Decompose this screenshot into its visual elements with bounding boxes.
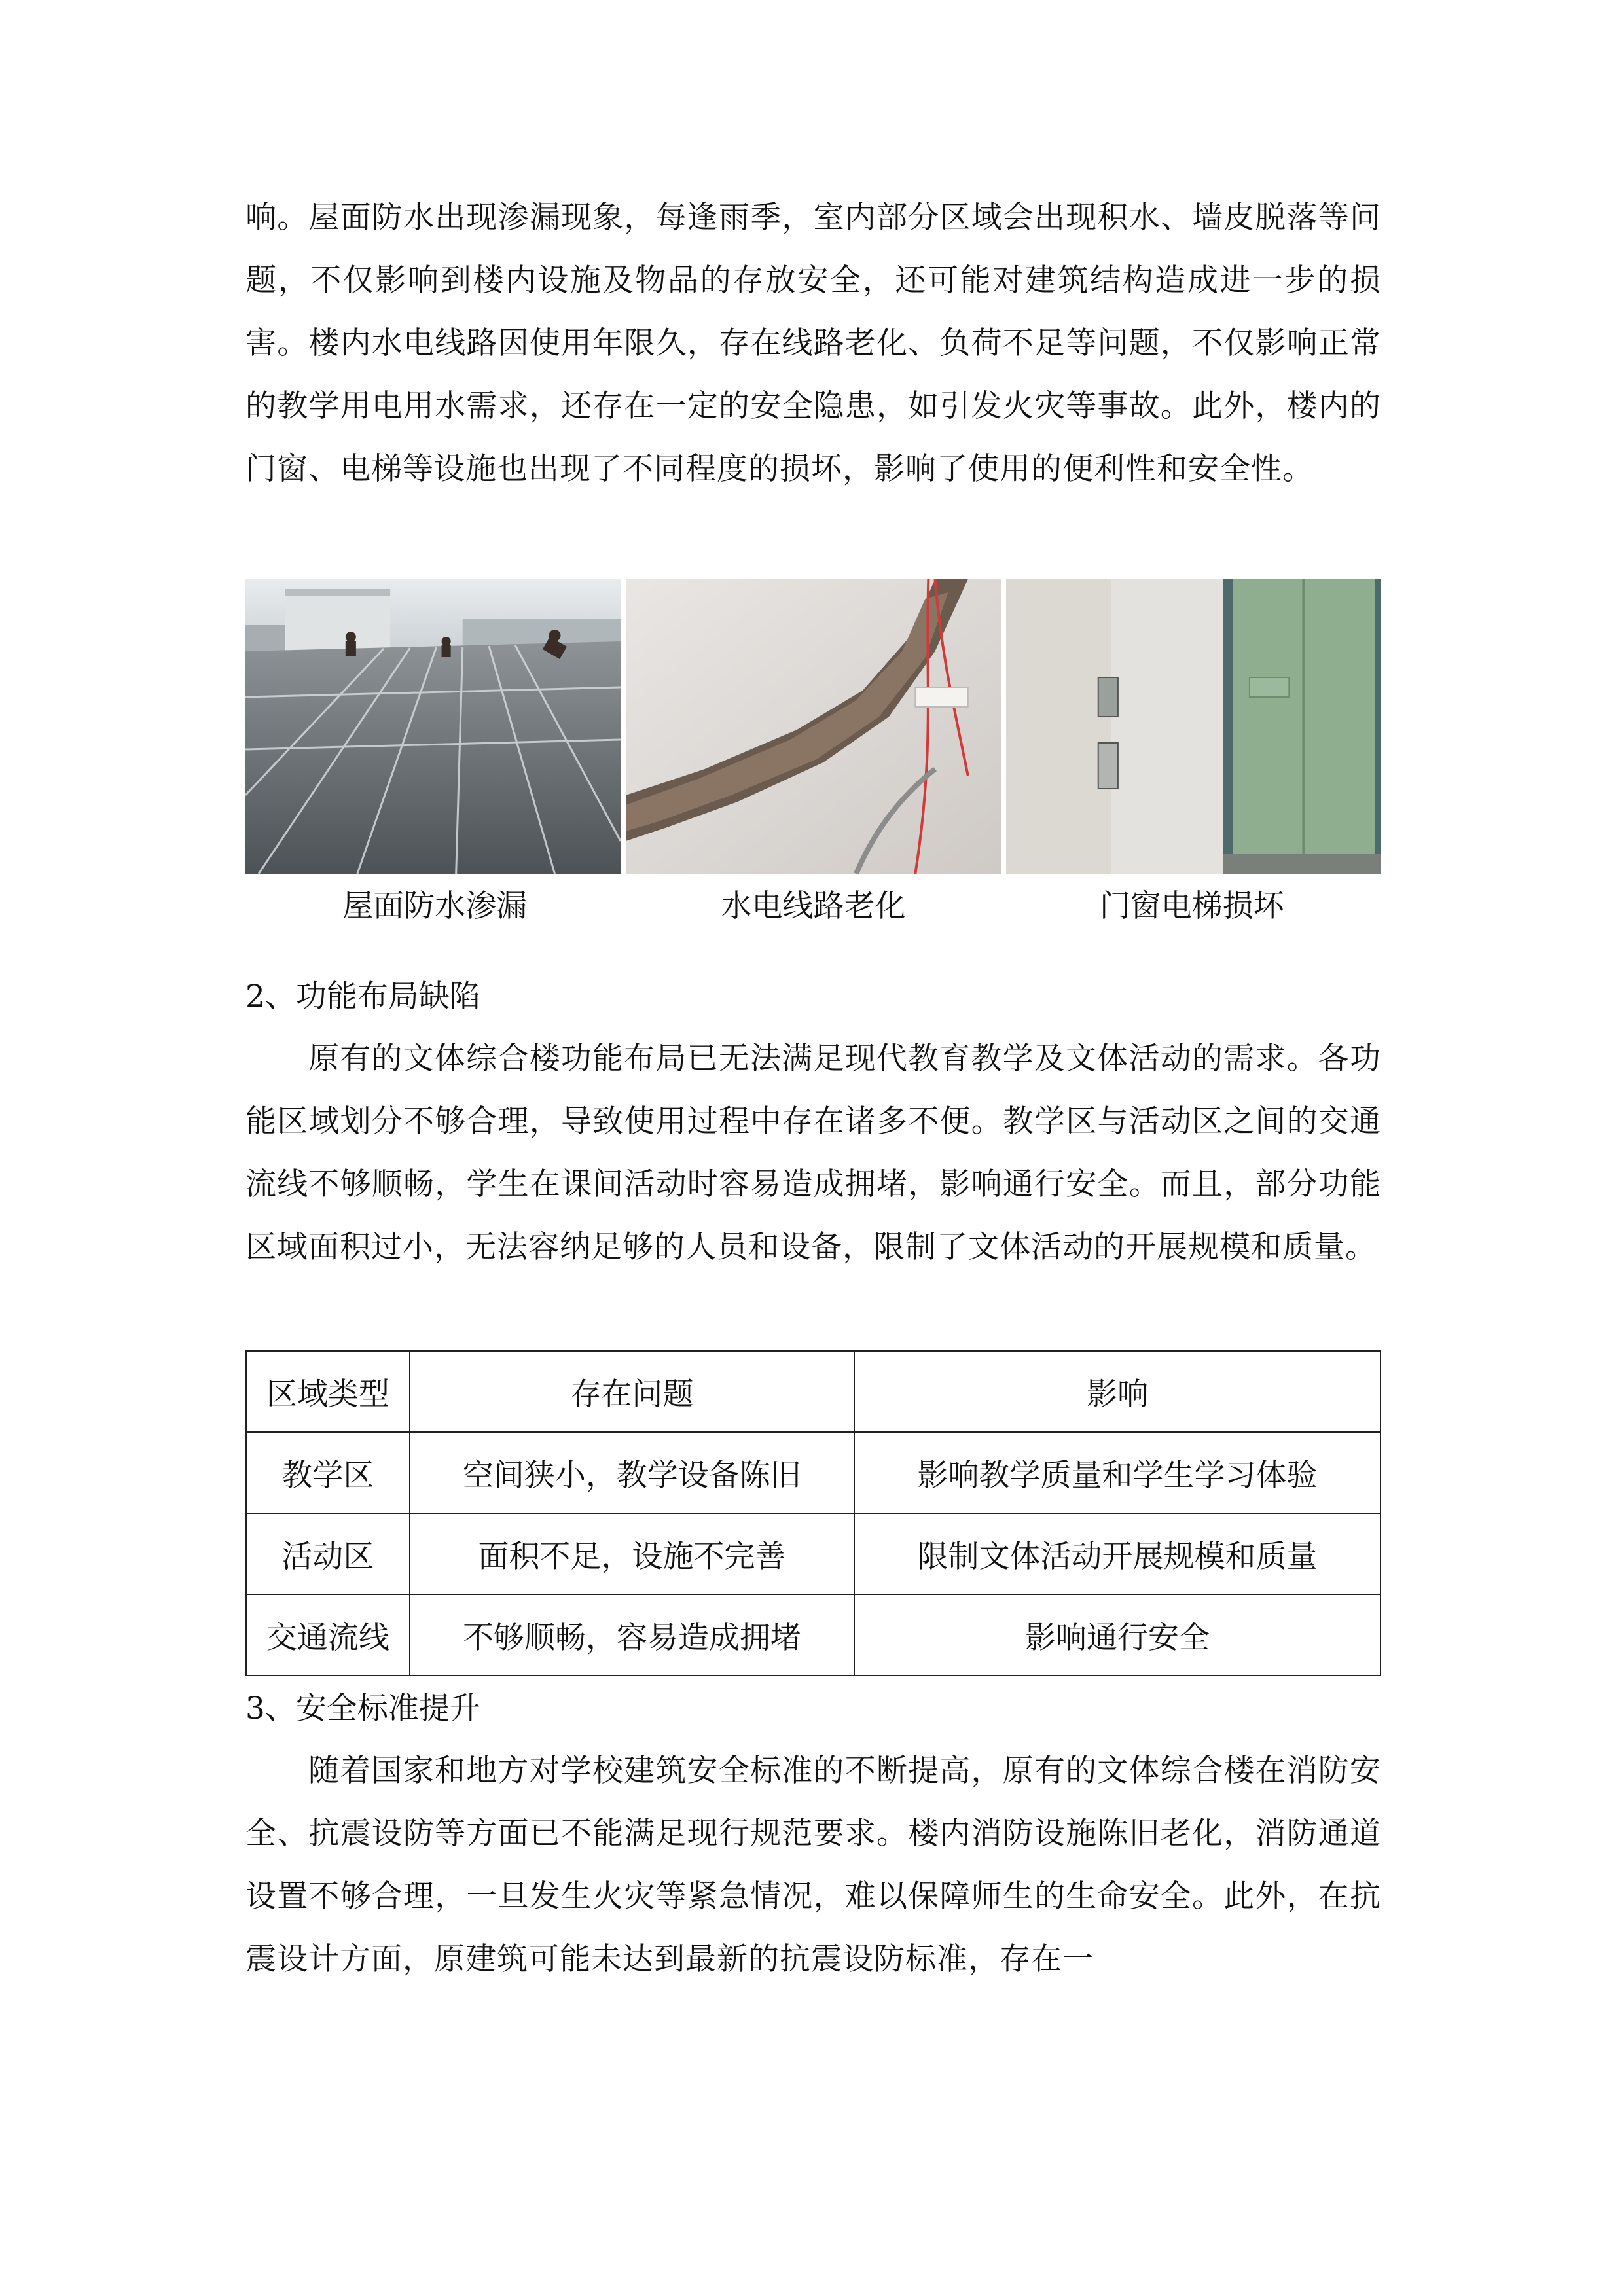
table-header-cell: 影响 — [854, 1351, 1380, 1432]
photo-door-elevator-damage — [1006, 579, 1381, 874]
table-row — [246, 1432, 1380, 1513]
paragraph-layout-defects: 原有的文体综合楼功能布局已无法满足现代教育教学及文体活动的需求。各功能区域划分不够合理，导致使用过程中存在诸多不便。教学区与活动区之间的交通流线不够顺畅，学生在课间活动时容易造成拥堵，影响通行安全。而且，部分功能区域面积过小，无法容纳足够的人员和设备，限制了文体活动的开展规模和质量。 — [245, 1041, 1381, 1265]
photo-captions — [245, 877, 1381, 936]
photo-wiring-aging — [626, 579, 1001, 874]
table-cell: 不够顺畅，容易造成拥堵 — [410, 1594, 854, 1676]
caption-wiring-aging: 水电线路老化 — [721, 888, 906, 924]
paragraph-building-damage: 响。屋面防水出现渗漏现象，每逢雨季，室内部分区域会出现积水、墙皮脱落等问题，不仅影响到楼内设施及物品的存放安全，还可能对建筑结构造成进一步的损害。楼内水电线路因使用年限久，存在线路老化、负荷不足等问题，不仅影响正常的教学用电用水需求，还存在一定的安全隐患，如引发火灾等事故。此外，楼内的门窗、电梯等设施也出现了不同程度的损坏，影响了使用的便利性和安全性。 — [245, 200, 1381, 487]
section-heading-layout-defects: 2、功能布局缺陷 — [245, 978, 480, 1014]
table-cell: 交通流线 — [246, 1594, 410, 1676]
table-row — [246, 1513, 1380, 1594]
table-cell: 面积不足，设施不完善 — [410, 1513, 854, 1594]
caption-roof-leak: 屋面防水渗漏 — [342, 888, 528, 924]
table-cell: 教学区 — [246, 1432, 410, 1513]
table-cell: 影响通行安全 — [854, 1594, 1380, 1676]
section-heading-safety-standards: 3、安全标准提升 — [245, 1691, 480, 1727]
caption-door-elevator-damage: 门窗电梯损坏 — [1099, 888, 1284, 924]
table-cell: 活动区 — [246, 1513, 410, 1594]
table-header-row — [246, 1351, 1380, 1432]
table-cell: 空间狭小，教学设备陈旧 — [410, 1432, 854, 1513]
issues-table — [245, 1350, 1381, 1676]
table-header-cell: 区域类型 — [246, 1351, 410, 1432]
table-cell: 影响教学质量和学生学习体验 — [854, 1432, 1380, 1513]
paragraph-safety-standards: 随着国家和地方对学校建筑安全标准的不断提高，原有的文体综合楼在消防安全、抗震设防等方面已不能满足现行规范要求。楼内消防设施陈旧老化，消防通道设置不够合理，一旦发生火灾等紧急情况，难以保障师生的生命安全。此外，在抗震设计方面，原建筑可能未达到最新的抗震设防标准，存在一 — [245, 1753, 1381, 1977]
table-header-cell: 存在问题 — [410, 1351, 854, 1432]
table-row — [246, 1594, 1380, 1676]
table-cell: 限制文体活动开展规模和质量 — [854, 1513, 1380, 1594]
photo-roof-leak — [245, 579, 621, 874]
photo-strip — [245, 579, 1381, 874]
